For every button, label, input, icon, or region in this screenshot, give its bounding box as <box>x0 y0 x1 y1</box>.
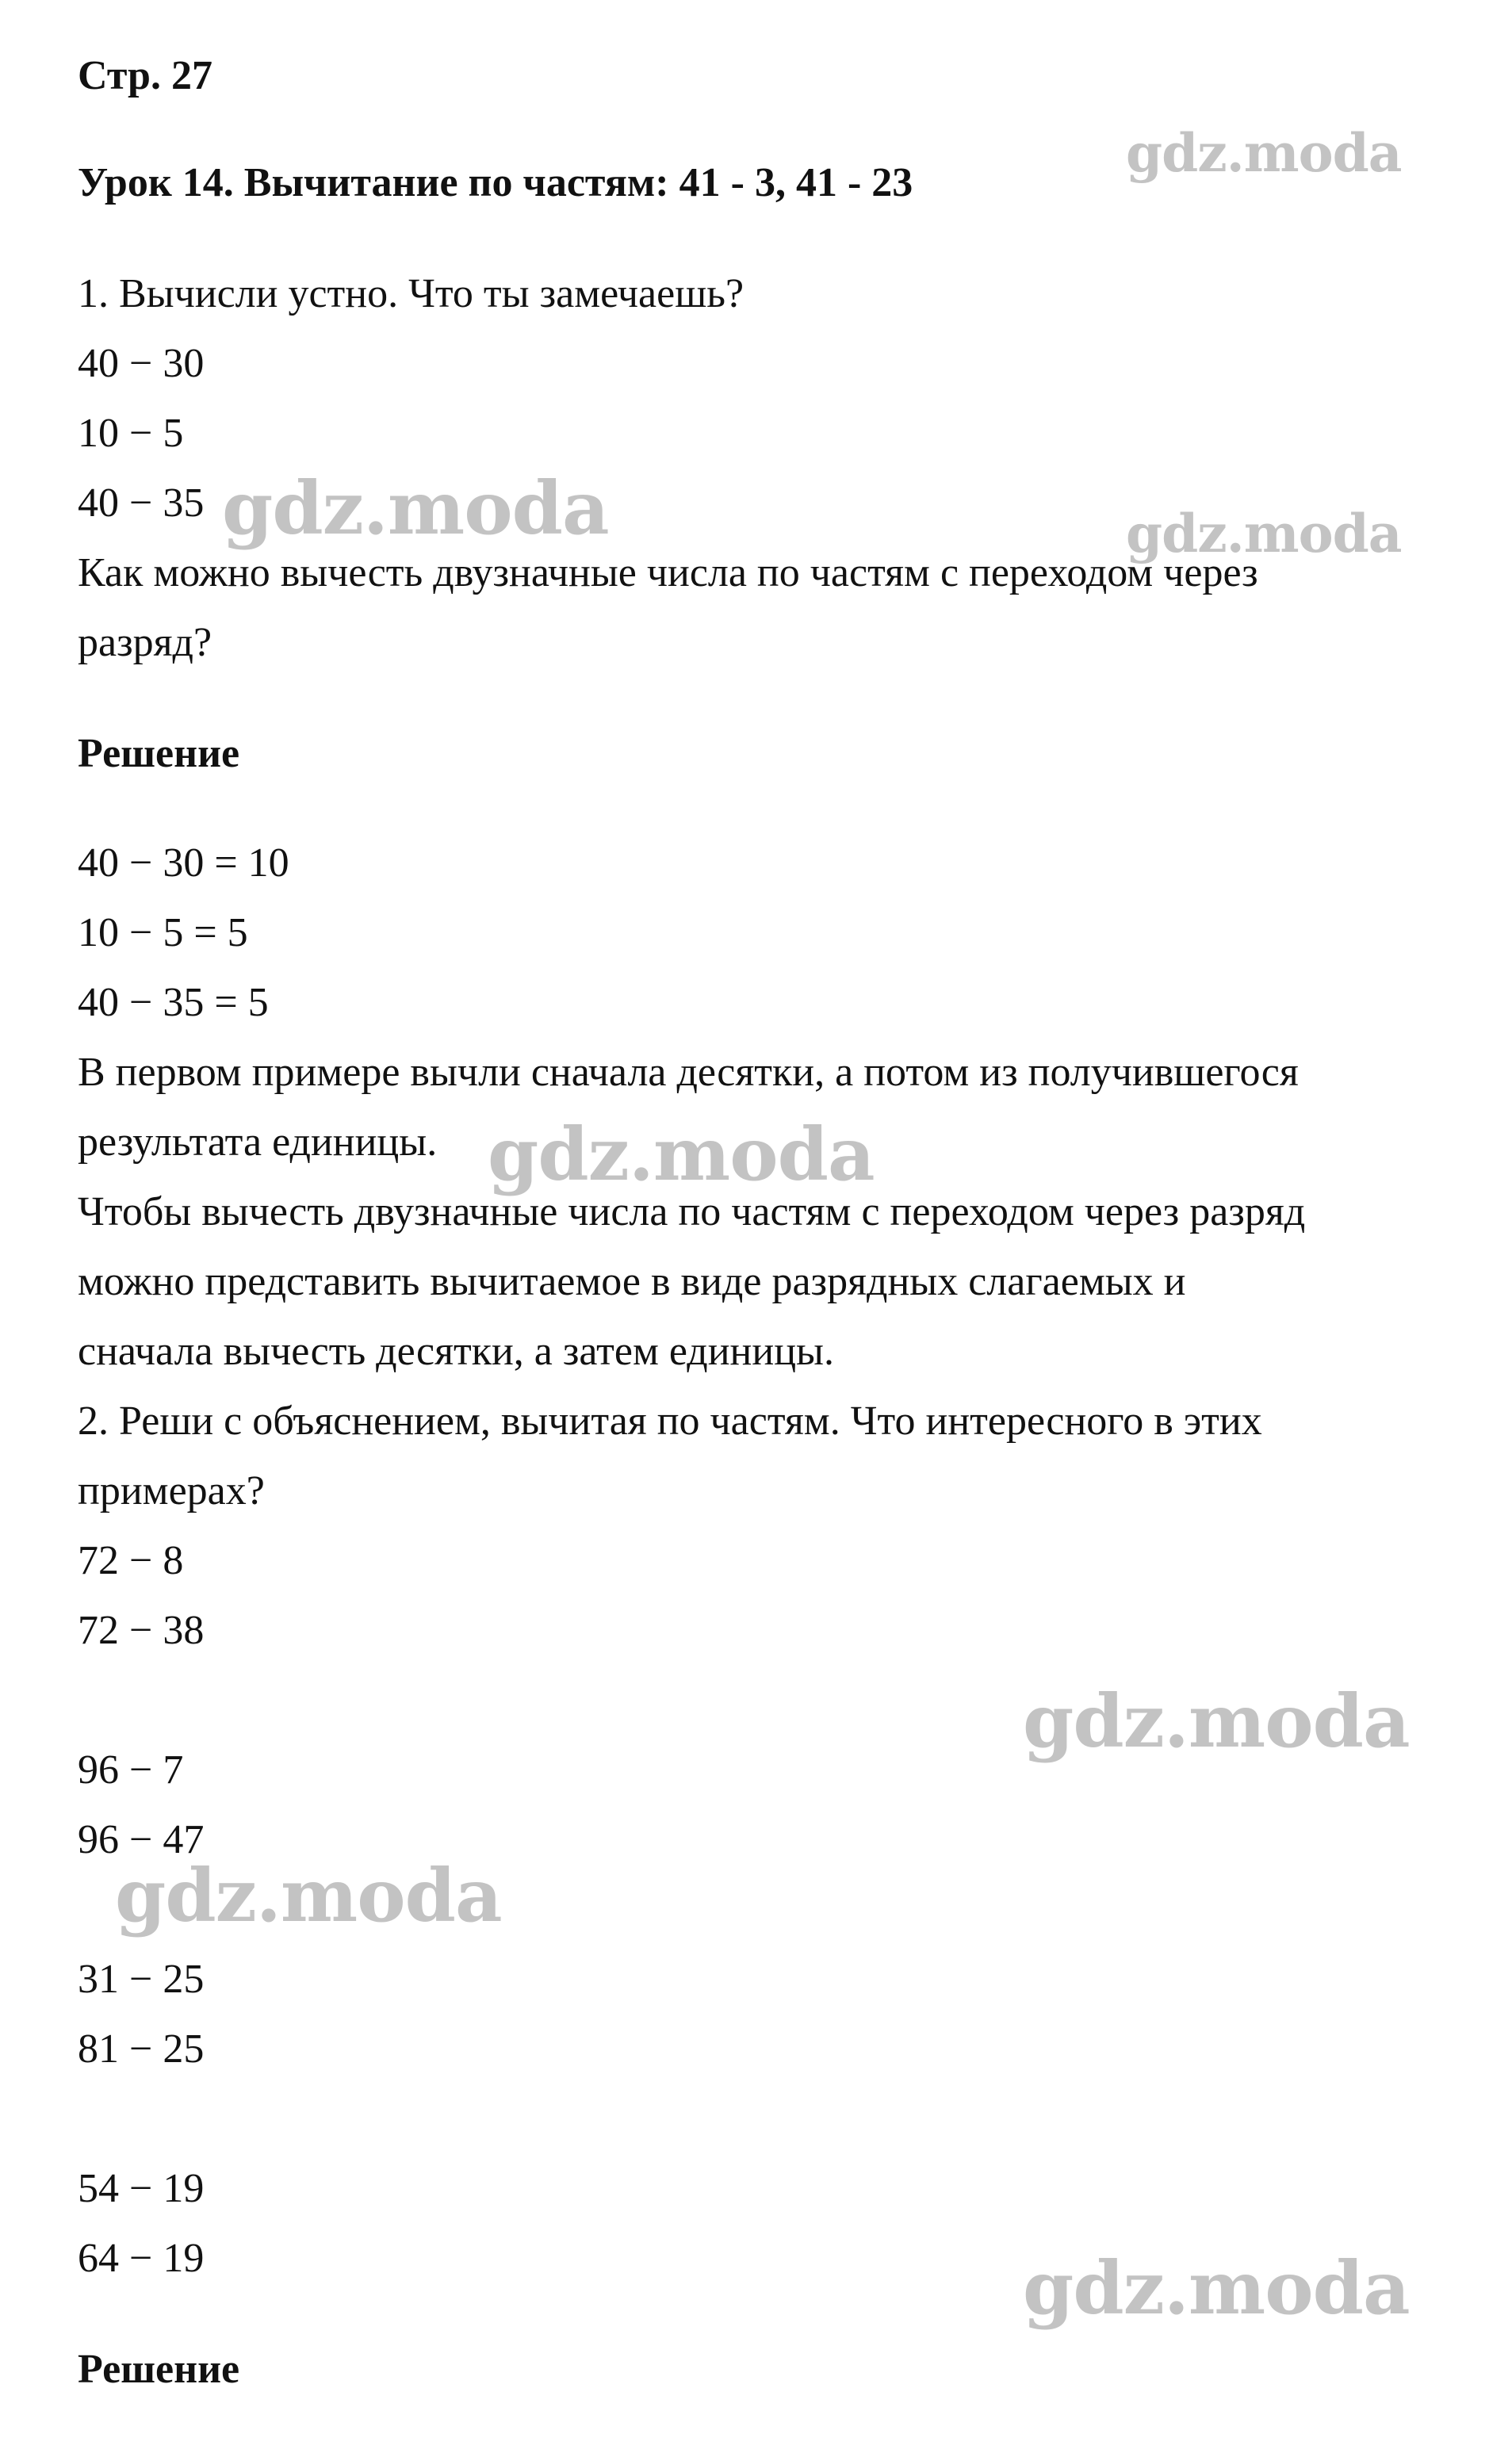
task1-question: 1. Вычисли устно. Что ты замечаешь? <box>78 271 745 316</box>
task1-explanation-line-2: результата единицы. <box>78 1119 438 1165</box>
task2-expression-7: 54 − 19 <box>78 2166 205 2211</box>
task1-explanation-line-3: Чтобы вычесть двузначные числа по частям с переходом через разряд <box>78 1189 1306 1234</box>
task2-question-line-2: примерах? <box>78 1468 265 1513</box>
task1-answer-2: 10 − 5 = 5 <box>78 910 248 955</box>
watermark: gdz.moda <box>1126 503 1402 564</box>
task1-answer-3: 40 − 35 = 5 <box>78 980 269 1025</box>
task1-question-line-1: Как можно вычесть двузначные числа по частям с переходом через <box>78 550 1258 595</box>
watermark: gdz.moda <box>1023 2245 1410 2331</box>
task1-explanation-line-4: можно представить вычитаемое в виде разрядных слагаемых и <box>78 1259 1186 1304</box>
task2-expression-8: 64 − 19 <box>78 2236 205 2281</box>
task2-expression-4: 96 − 47 <box>78 1817 205 1862</box>
task1-expression-3: 40 − 35 <box>78 480 205 526</box>
watermark: gdz.moda <box>222 465 609 551</box>
watermark: gdz.moda <box>488 1112 875 1197</box>
task1-expression-2: 10 − 5 <box>78 411 184 456</box>
task2-expression-5: 31 − 25 <box>78 1957 205 2002</box>
task1-answer-1: 40 − 30 = 10 <box>78 840 289 886</box>
task1-solution-heading: Решение <box>78 731 240 776</box>
task2-expression-6: 81 − 25 <box>78 2026 205 2072</box>
watermark: gdz.moda <box>115 1853 502 1938</box>
task2-expression-2: 72 − 38 <box>78 1608 205 1653</box>
watermark: gdz.moda <box>1023 1678 1410 1764</box>
lesson-title: Урок 14. Вычитание по частям: 41 - 3, 41 - 23 <box>78 160 913 205</box>
watermark: gdz.moda <box>1126 122 1402 184</box>
task2-expression-1: 72 − 8 <box>78 1538 184 1583</box>
task2-question-line-1: 2. Реши с объяснением, вычитая по частям. Что интересного в этих <box>78 1399 1262 1444</box>
task2-solution-heading: Решение <box>78 2347 240 2392</box>
page-number: Стр. 27 <box>78 53 212 98</box>
task2-expression-3: 96 − 7 <box>78 1747 184 1793</box>
task1-question-line-2: разряд? <box>78 620 212 665</box>
task1-explanation-line-1: В первом примере вычли сначала десятки, а потом из получившегося <box>78 1050 1299 1095</box>
task1-explanation-line-5: сначала вычесть десятки, а затем единицы. <box>78 1329 834 1374</box>
task1-expression-1: 40 − 30 <box>78 341 205 386</box>
